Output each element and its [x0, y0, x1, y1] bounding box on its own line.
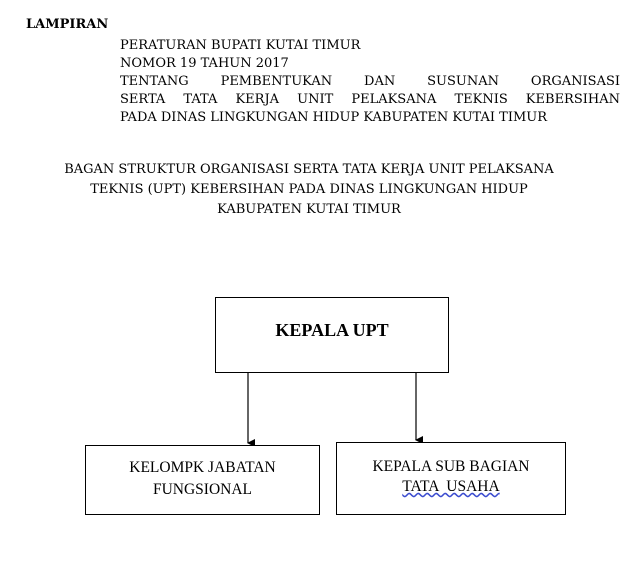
regulation-header — [120, 37, 620, 127]
chart-heading-line-1: BAGAN STRUKTUR ORGANISASI SERTA TATA KERJA UNIT PELAKSANA — [64, 162, 554, 177]
regulation-subject-line-1: TENTANG PEMBENTUKAN DAN SUSUNAN ORGANISASI — [120, 74, 620, 89]
jabatan-fungsional-line-1: KELOMPK JABATAN — [129, 459, 276, 476]
regulation-number: NOMOR 19 TAHUN 2017 — [120, 56, 289, 71]
kepala-upt-label: KEPALA UPT — [275, 320, 389, 340]
chart-heading-line-3: KABUPATEN KUTAI TIMUR — [217, 202, 401, 217]
chart-heading — [0, 160, 618, 220]
regulation-name: PERATURAN BUPATI KUTAI TIMUR — [120, 38, 361, 53]
regulation-subject-line-3: PADA DINAS LINGKUNGAN HIDUP KABUPATEN KUTAI TIMUR — [120, 110, 548, 125]
kepala-upt-box — [215, 297, 449, 373]
chart-heading-line-2: TEKNIS (UPT) KEBERSIHAN PADA DINAS LINGKUNGAN HIDUP — [90, 182, 528, 197]
jabatan-fungsional-line-2: FUNGSIONAL — [152, 481, 253, 498]
regulation-subject-line-2: SERTA TATA KERJA UNIT PELAKSANA TEKNIS KEBERSIHAN — [120, 92, 620, 107]
sub-bagian-tata-usaha-box — [336, 442, 566, 515]
sub-bagian-line-2: TATA USAHA — [402, 478, 500, 495]
lampiran-label: LAMPIRAN — [26, 17, 109, 32]
jabatan-fungsional-box — [85, 445, 320, 515]
sub-bagian-line-1: KEPALA SUB BAGIAN — [372, 458, 530, 475]
